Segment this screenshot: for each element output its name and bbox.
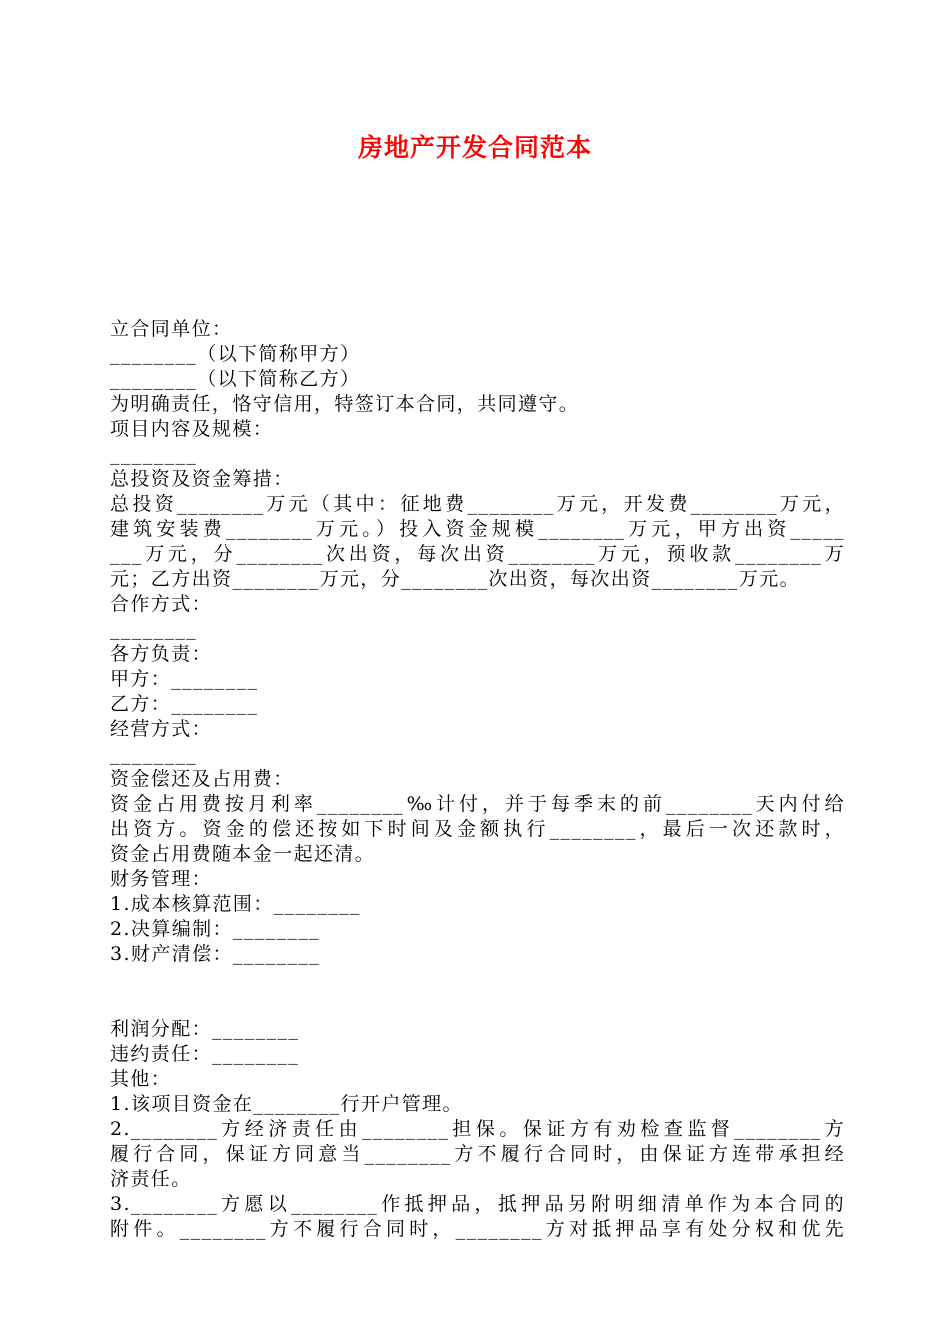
project-scope-blank: ________ <box>110 443 198 465</box>
operation-heading: 经营方式： <box>110 718 213 740</box>
investment-heading: 总投资及资金筹措： <box>110 468 294 490</box>
section-gap <box>110 967 845 1017</box>
investment-line-1: 总投资________万元（其中：征地费________万元，开发费________万元， <box>110 493 845 515</box>
project-scope-heading: 项目内容及规模： <box>110 418 274 440</box>
party-a-line: ________（以下简称甲方） <box>110 343 361 365</box>
other-item-2-line-2: 履行合同，保证方同意当________方不履行合同时，由保证方连带承担经 <box>110 1143 845 1165</box>
investment-line-3: ___万元，分________次出资，每次出资________万元，预收款________万 <box>110 543 845 565</box>
profit-line: 利润分配：________ <box>110 1018 300 1040</box>
repayment-line-1: 资金占用费按月利率________‰计付，并于每季末的前________天内付给 <box>110 793 845 815</box>
contract-body <box>110 317 845 1242</box>
parties-heading: 立合同单位： <box>110 318 233 340</box>
cooperation-heading: 合作方式： <box>110 593 213 615</box>
repayment-line-3: 资金占用费随本金一起还清。 <box>110 843 376 865</box>
operation-blank: ________ <box>110 743 198 765</box>
finance-item-3: 3.财产清偿：________ <box>110 943 321 965</box>
investment-line-4: 元；乙方出资________万元，分________次出资，每次出资________万元。 <box>110 568 801 590</box>
finance-item-1: 1.成本核算范围：________ <box>110 893 361 915</box>
other-item-1: 1.该项目资金在________行开户管理。 <box>110 1093 463 1115</box>
preamble-line: 为明确责任，恪守信用，特签订本合同，共同遵守。 <box>110 393 580 415</box>
liability-line: 违约责任：________ <box>110 1043 300 1065</box>
document-title: 房地产开发合同范本 <box>357 133 592 162</box>
cooperation-blank: ________ <box>110 618 198 640</box>
responsibility-heading: 各方负责： <box>110 643 213 665</box>
party-b-responsibility: 乙方：________ <box>110 693 259 715</box>
repayment-heading: 资金偿还及占用费： <box>110 768 294 790</box>
finance-heading: 财务管理： <box>110 868 213 890</box>
party-b-line: ________（以下简称乙方） <box>110 368 361 390</box>
other-item-2-line-1: 2.________方经济责任由________担保。保证方有劝检查监督________方 <box>110 1118 845 1140</box>
finance-item-2: 2.决算编制：________ <box>110 918 321 940</box>
other-heading: 其他： <box>110 1068 172 1090</box>
other-item-3-line-2: 附件。________方不履行合同时，________方对抵押品享有处分权和优先 <box>110 1218 845 1240</box>
other-item-3-line-1: 3.________方愿以________作抵押品，抵押品另附明细清单作为本合同的 <box>110 1193 845 1215</box>
investment-line-2: 建筑安装费________万元。）投入资金规模________万元，甲方出资_____ <box>110 518 845 540</box>
repayment-line-2: 出资方。资金的偿还按如下时间及金额执行________，最后一次还款时， <box>110 818 845 840</box>
party-a-responsibility: 甲方：________ <box>110 668 259 690</box>
other-item-2-line-3: 济责任。 <box>110 1168 192 1190</box>
